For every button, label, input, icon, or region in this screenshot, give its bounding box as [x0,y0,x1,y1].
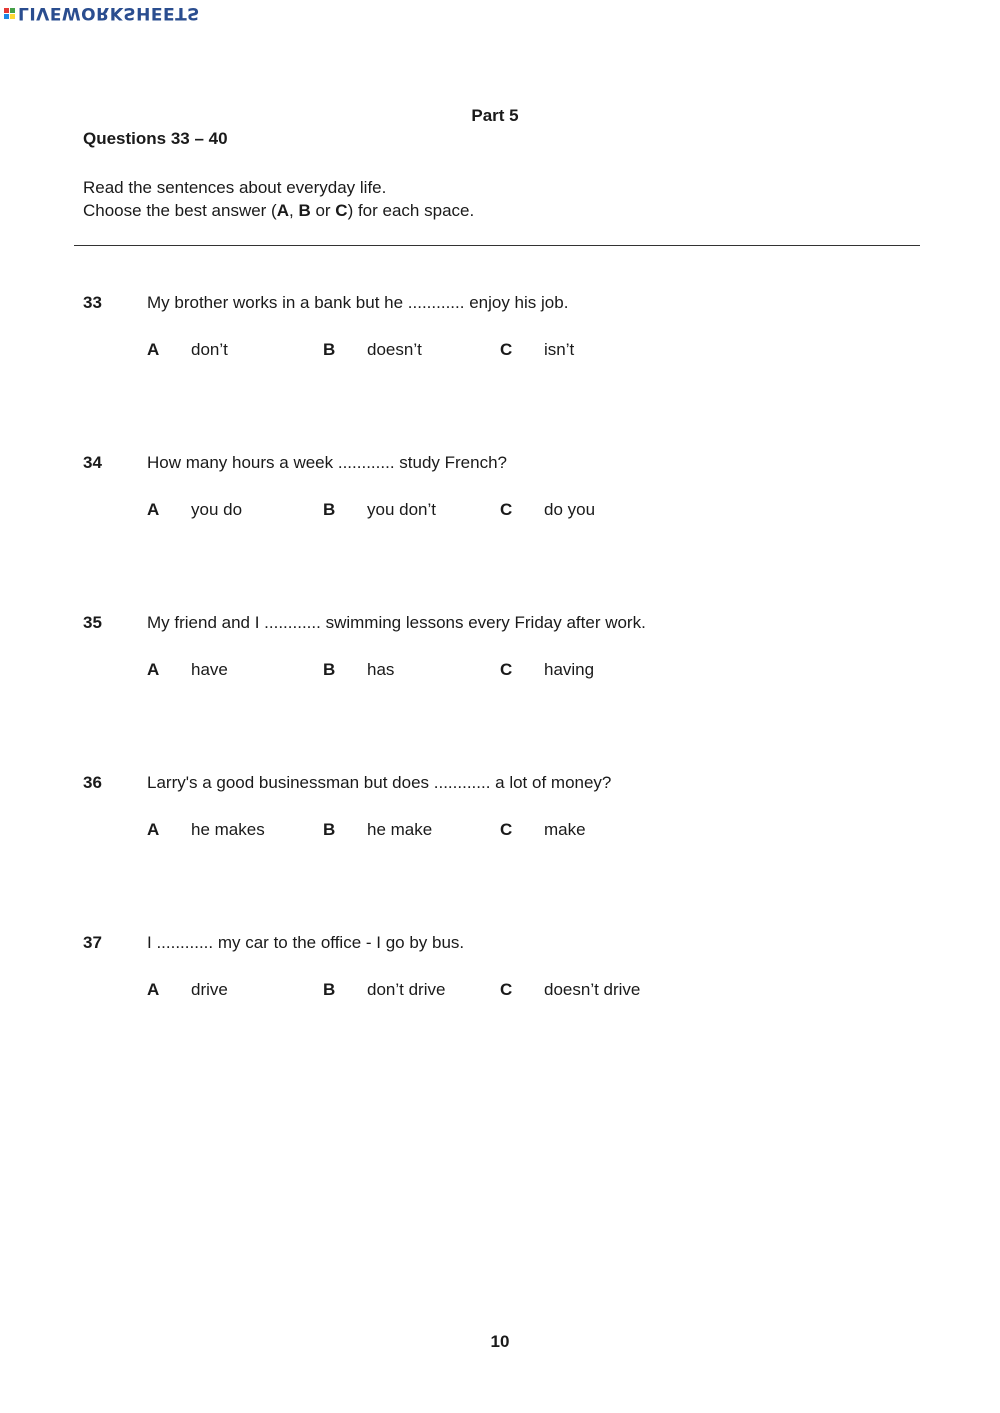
question-number: 36 [83,773,102,792]
question-text: How many hours a week ............ study French? [147,453,507,472]
question-number: 35 [83,613,102,632]
option-text: do you [544,500,596,519]
option-letter: C [500,500,513,519]
option-text: isn’t [544,340,575,359]
option-text: doesn’t [367,340,422,359]
option-letter: A [147,660,160,679]
option-letter: C [500,660,513,679]
logo-block-yellow [10,14,15,19]
question-text: My brother works in a bank but he ............ enjoy his job. [147,293,569,312]
option-text: make [544,820,586,839]
option-letter: C [500,340,513,359]
option-text: he makes [191,820,265,839]
instructions [83,176,474,222]
logo-block-blue [4,14,9,19]
option-letter: C [500,820,513,839]
question-33 [0,293,1000,413]
questions-range: Questions 33 – 40 [83,129,228,148]
question-number: 37 [83,933,102,952]
option-letter: B [323,500,336,519]
question-number: 34 [83,453,102,472]
option-letter: C [500,980,513,999]
option-text: you don’t [367,500,436,519]
option-text: drive [191,980,228,999]
option-letter: A [147,340,160,359]
option-text: has [367,660,395,679]
option-text: you do [191,500,243,519]
option-text: he make [367,820,433,839]
logo-text: LIVEWORKSHEETS [18,3,200,23]
question-text: I ............ my car to the office - I go by bus. [147,933,465,952]
option-letter: A [147,500,160,519]
question-text: Larry's a good businessman but does ............ a lot of money? [147,773,612,792]
question-35 [0,613,1000,733]
option-letter: A [147,820,160,839]
page-number: 10 [490,1332,510,1351]
logo-block-green [10,8,15,13]
option-text: having [544,660,595,679]
liveworksheets-logo [4,2,200,24]
question-number: 33 [83,293,102,312]
option-letter: B [323,340,336,359]
option-letter: B [323,820,336,839]
instruction-line-1: Read the sentences about everyday life. [83,178,387,197]
option-text: don’t drive [367,980,446,999]
option-text: doesn’t drive [544,980,641,999]
logo-block-red [4,8,9,13]
option-letter: B [323,980,336,999]
divider [74,245,920,246]
question-36 [0,773,1000,893]
option-text: don’t [191,340,228,359]
instruction-line-2: Choose the best answer (A, B or C) for each space. [83,201,475,220]
option-letter: A [147,980,160,999]
logo-blocks-icon [4,8,15,19]
option-letter: B [323,660,336,679]
part-title: Part 5 [471,106,519,125]
option-text: have [191,660,228,679]
question-37 [0,933,1000,1053]
question-text: My friend and I ............ swimming lessons every Friday after work. [147,613,646,632]
question-34 [0,453,1000,573]
